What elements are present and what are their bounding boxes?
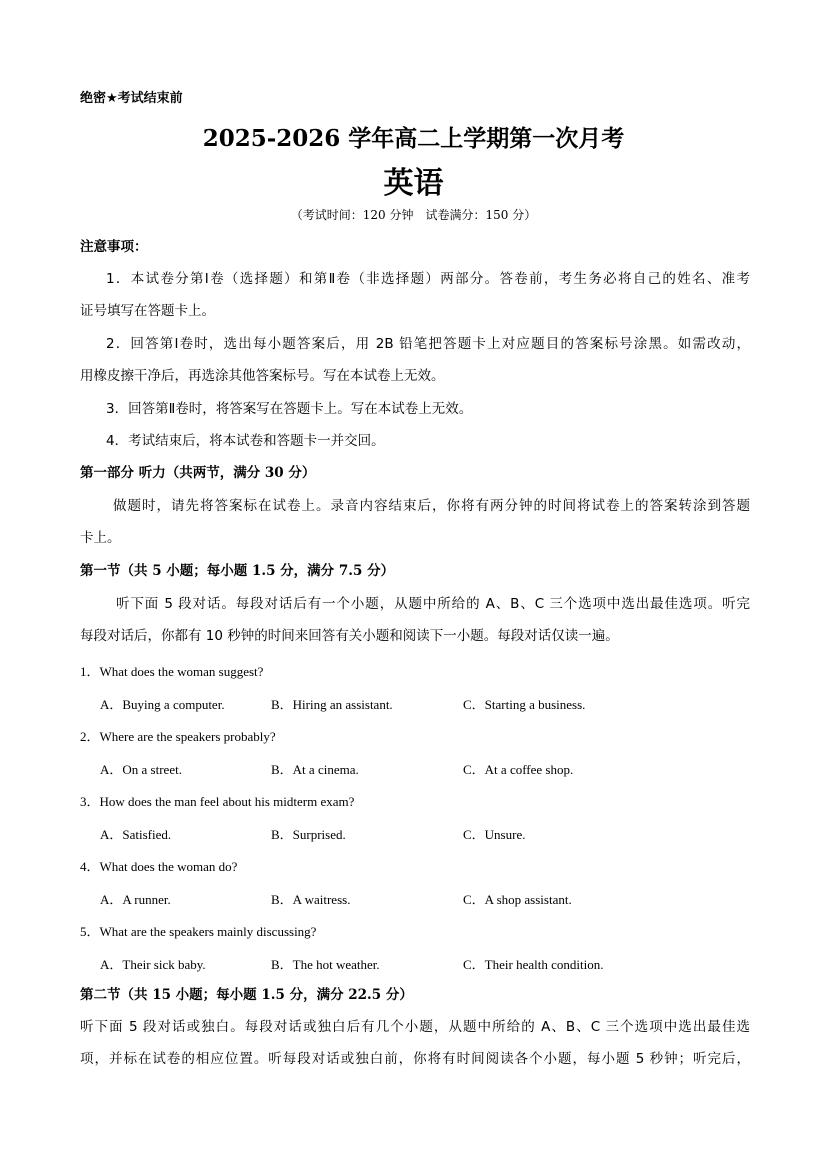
section1-heading: 第一节（共 5 小题；每小题 1.5 分，满分 7.5 分） xyxy=(80,563,395,579)
question-3-option-a: A．Satisfied. xyxy=(100,827,172,842)
question-1-option-c: C．Starting a business. xyxy=(463,697,586,712)
note-4: 4．考试结束后，将本试卷和答题卡一并交回。 xyxy=(106,433,385,449)
part1-intro-line-1: 做题时，请先将答案标在试卷上。录音内容结束后，你将有两分钟的时间将试卷上的答案转涂到答题 xyxy=(113,498,750,514)
exam-title: 2025-2026 学年高二上学期第一次月考 xyxy=(202,125,625,152)
question-4-option-c: C．A shop assistant. xyxy=(463,892,572,907)
section1-intro-line-1: 听下面 5 段对话。每段对话后有一个小题，从题中所给的 A、B、C 三个选项中选出最佳选项。听完 xyxy=(116,596,750,612)
subject-title: 英语 xyxy=(383,166,444,201)
part1-intro-line-2: 卡上。 xyxy=(80,530,121,546)
part1-heading: 第一部分 听力（共两节，满分 30 分） xyxy=(80,465,316,481)
question-4-option-b: B．A waitress. xyxy=(271,892,351,907)
note-2-line-1: 2．回答第Ⅰ卷时，选出每小题答案后，用 2B 铅笔把答题卡上对应题目的答案标号涂黑。如需改动， xyxy=(106,336,750,352)
section2-intro-line-1: 听下面 5 段对话或独白。每段对话或独白后有几个小题，从题中所给的 A、B、C 三个选项中选出最佳选 xyxy=(80,1019,750,1035)
question-2-option-c: C．At a coffee shop. xyxy=(463,762,574,777)
note-1-line-1: 1．本试卷分第Ⅰ卷（选择题）和第Ⅱ卷（非选择题）两部分。答卷前，考生务必将自己的姓名、准考 xyxy=(106,271,750,287)
question-1-option-b: B．Hiring an assistant. xyxy=(271,697,393,712)
question-3-option-c: C．Unsure. xyxy=(463,827,526,842)
question-1-option-a: A．Buying a computer. xyxy=(100,697,225,712)
question-5-option-a: A．Their sick baby. xyxy=(100,957,206,972)
question-2-stem: 2．Where are the speakers probably? xyxy=(80,729,276,744)
question-4-stem: 4．What does the woman do? xyxy=(80,859,238,874)
question-2-option-b: B．At a cinema. xyxy=(271,762,359,777)
note-2-line-2: 用橡皮擦干净后，再选涂其他答案标号。写在本试卷上无效。 xyxy=(80,368,445,384)
question-2-option-a: A．On a street. xyxy=(100,762,182,777)
question-5-option-c: C．Their health condition. xyxy=(463,957,604,972)
section1-intro-line-2: 每段对话后，你都有 10 秒钟的时间来回答有关小题和阅读下一小题。每段对话仅读一遍。 xyxy=(80,628,619,644)
secret-mark: 绝密★考试结束前 xyxy=(80,91,183,106)
section2-intro-line-2: 项，并标在试卷的相应位置。听每段对话或独白前，你将有时间阅读各个小题，每小题 5 秒钟；听完后， xyxy=(80,1051,750,1067)
section2-heading: 第二节（共 15 小题；每小题 1.5 分，满分 22.5 分） xyxy=(80,987,413,1003)
question-5-stem: 5．What are the speakers mainly discussing? xyxy=(80,924,317,939)
note-1-line-2: 证号填写在答题卡上。 xyxy=(80,303,215,319)
question-1-stem: 1．What does the woman suggest? xyxy=(80,664,264,679)
question-3-stem: 3．How does the man feel about his midterm exam? xyxy=(80,794,355,809)
question-4-option-a: A．A runner. xyxy=(100,892,171,907)
note-3: 3．回答第Ⅱ卷时，将答案写在答题卡上。写在本试卷上无效。 xyxy=(106,401,473,417)
exam-info: （考试时间：120 分钟 试卷满分：150 分） xyxy=(290,208,537,222)
question-3-option-b: B．Surprised. xyxy=(271,827,346,842)
question-5-option-b: B．The hot weather. xyxy=(271,957,380,972)
notes-heading: 注意事项： xyxy=(80,239,148,255)
